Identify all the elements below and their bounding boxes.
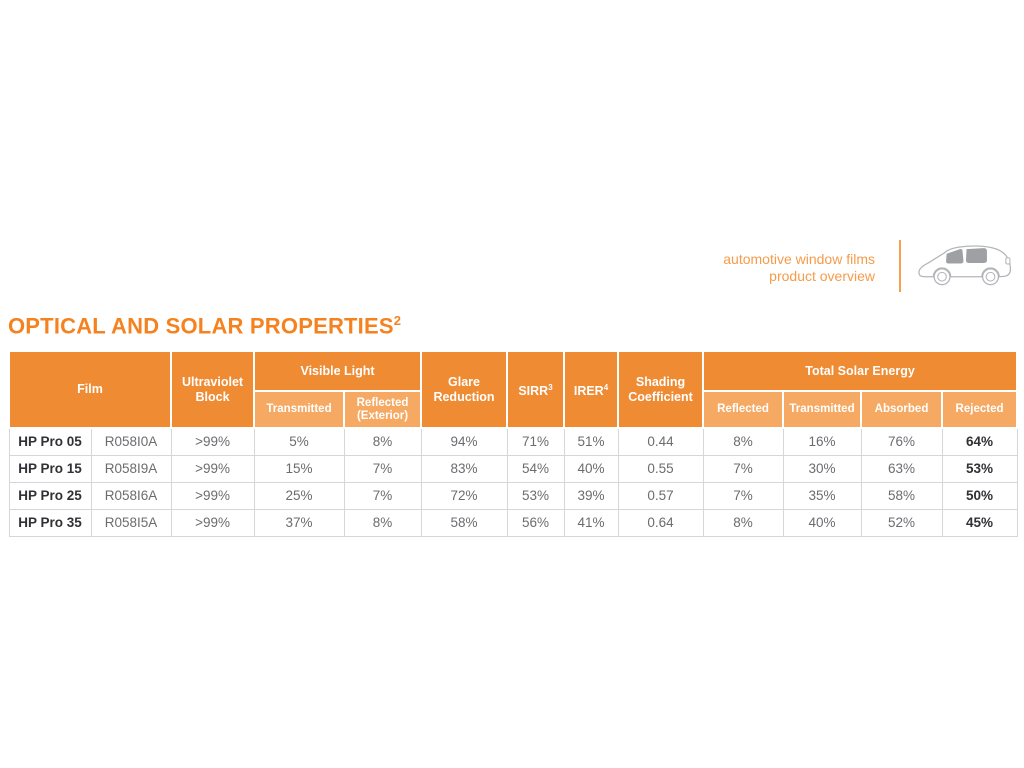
cell-tse-absorbed: 58%	[861, 482, 942, 509]
cell-uv-block: >99%	[171, 428, 254, 455]
properties-table-wrap	[8, 350, 1016, 537]
cell-tse-reflected: 7%	[703, 455, 783, 482]
cell-glare-reduction: 72%	[421, 482, 507, 509]
subheader-vl-transmitted: Transmitted	[254, 391, 344, 428]
cell-vl-reflected: 7%	[344, 455, 421, 482]
cell-vl-transmitted: 25%	[254, 482, 344, 509]
cell-film-name: HP Pro 25	[9, 482, 91, 509]
cell-glare-reduction: 83%	[421, 455, 507, 482]
cell-shading-coefficient: 0.44	[618, 428, 703, 455]
cell-uv-block: >99%	[171, 509, 254, 536]
header-irer	[564, 351, 618, 428]
cell-shading-coefficient: 0.57	[618, 482, 703, 509]
cell-vl-transmitted: 15%	[254, 455, 344, 482]
cell-tse-reflected: 7%	[703, 482, 783, 509]
table-row	[9, 428, 1017, 455]
cell-tse-rejected: 64%	[942, 428, 1017, 455]
table-row	[9, 455, 1017, 482]
brand-line-1: automotive window films	[723, 251, 875, 267]
cell-tse-transmitted: 40%	[783, 509, 861, 536]
cell-tse-absorbed: 76%	[861, 428, 942, 455]
brand-divider	[899, 240, 901, 292]
cell-film-code: R058I5A	[91, 509, 171, 536]
header-sirr-superscript: 3	[548, 382, 553, 392]
cell-tse-absorbed: 63%	[861, 455, 942, 482]
header-glare-reduction: Glare Reduction	[421, 351, 507, 428]
header-visible-light: Visible Light	[254, 351, 421, 391]
cell-sirr: 53%	[507, 482, 564, 509]
car-icon	[916, 240, 1014, 292]
table-row	[9, 482, 1017, 509]
cell-tse-transmitted: 35%	[783, 482, 861, 509]
cell-irer: 41%	[564, 509, 618, 536]
cell-uv-block: >99%	[171, 455, 254, 482]
cell-vl-transmitted: 37%	[254, 509, 344, 536]
cell-vl-transmitted: 5%	[254, 428, 344, 455]
subheader-tse-reflected: Reflected	[703, 391, 783, 428]
cell-sirr: 56%	[507, 509, 564, 536]
header-irer-superscript: 4	[603, 382, 609, 392]
cell-glare-reduction: 94%	[421, 428, 507, 455]
cell-tse-rejected: 53%	[942, 455, 1017, 482]
cell-film-name: HP Pro 35	[9, 509, 91, 536]
cell-tse-reflected: 8%	[703, 428, 783, 455]
page-title	[8, 313, 401, 339]
properties-table	[8, 350, 1018, 537]
cell-tse-rejected: 50%	[942, 482, 1017, 509]
cell-tse-transmitted: 30%	[783, 455, 861, 482]
cell-vl-reflected: 8%	[344, 509, 421, 536]
cell-film-name: HP Pro 15	[9, 455, 91, 482]
cell-sirr: 71%	[507, 428, 564, 455]
cell-tse-rejected: 45%	[942, 509, 1017, 536]
cell-shading-coefficient: 0.64	[618, 509, 703, 536]
header-shading-coefficient: Shading Coefficient	[618, 351, 703, 428]
cell-film-name: HP Pro 05	[9, 428, 91, 455]
header-sirr-text: SIRR	[518, 384, 549, 399]
header-sirr	[507, 351, 564, 428]
cell-vl-reflected: 7%	[344, 482, 421, 509]
header-total-solar-energy: Total Solar Energy	[703, 351, 1017, 391]
cell-film-code: R058I9A	[91, 455, 171, 482]
cell-irer: 51%	[564, 428, 618, 455]
header-irer-text: IRER	[573, 384, 604, 399]
cell-film-code: R058I0A	[91, 428, 171, 455]
subheader-tse-rejected: Rejected	[942, 391, 1017, 428]
cell-glare-reduction: 58%	[421, 509, 507, 536]
cell-tse-reflected: 8%	[703, 509, 783, 536]
header-film: Film	[9, 351, 171, 428]
cell-tse-absorbed: 52%	[861, 509, 942, 536]
cell-shading-coefficient: 0.55	[618, 455, 703, 482]
cell-tse-transmitted: 16%	[783, 428, 861, 455]
header-ultraviolet-block: Ultraviolet Block	[171, 351, 254, 428]
cell-irer: 39%	[564, 482, 618, 509]
page-title-text: OPTICAL AND SOLAR PROPERTIES	[8, 313, 394, 339]
cell-vl-reflected: 8%	[344, 428, 421, 455]
cell-film-code: R058I6A	[91, 482, 171, 509]
brand-text-block	[723, 251, 875, 285]
brand-line-2: product overview	[769, 268, 875, 284]
subheader-tse-absorbed: Absorbed	[861, 391, 942, 428]
cell-sirr: 54%	[507, 455, 564, 482]
subheader-vl-reflected-exterior: Reflected (Exterior)	[344, 391, 421, 428]
table-row	[9, 509, 1017, 536]
page-title-superscript: 2	[393, 313, 402, 328]
cell-uv-block: >99%	[171, 482, 254, 509]
subheader-tse-transmitted: Transmitted	[783, 391, 861, 428]
cell-irer: 40%	[564, 455, 618, 482]
